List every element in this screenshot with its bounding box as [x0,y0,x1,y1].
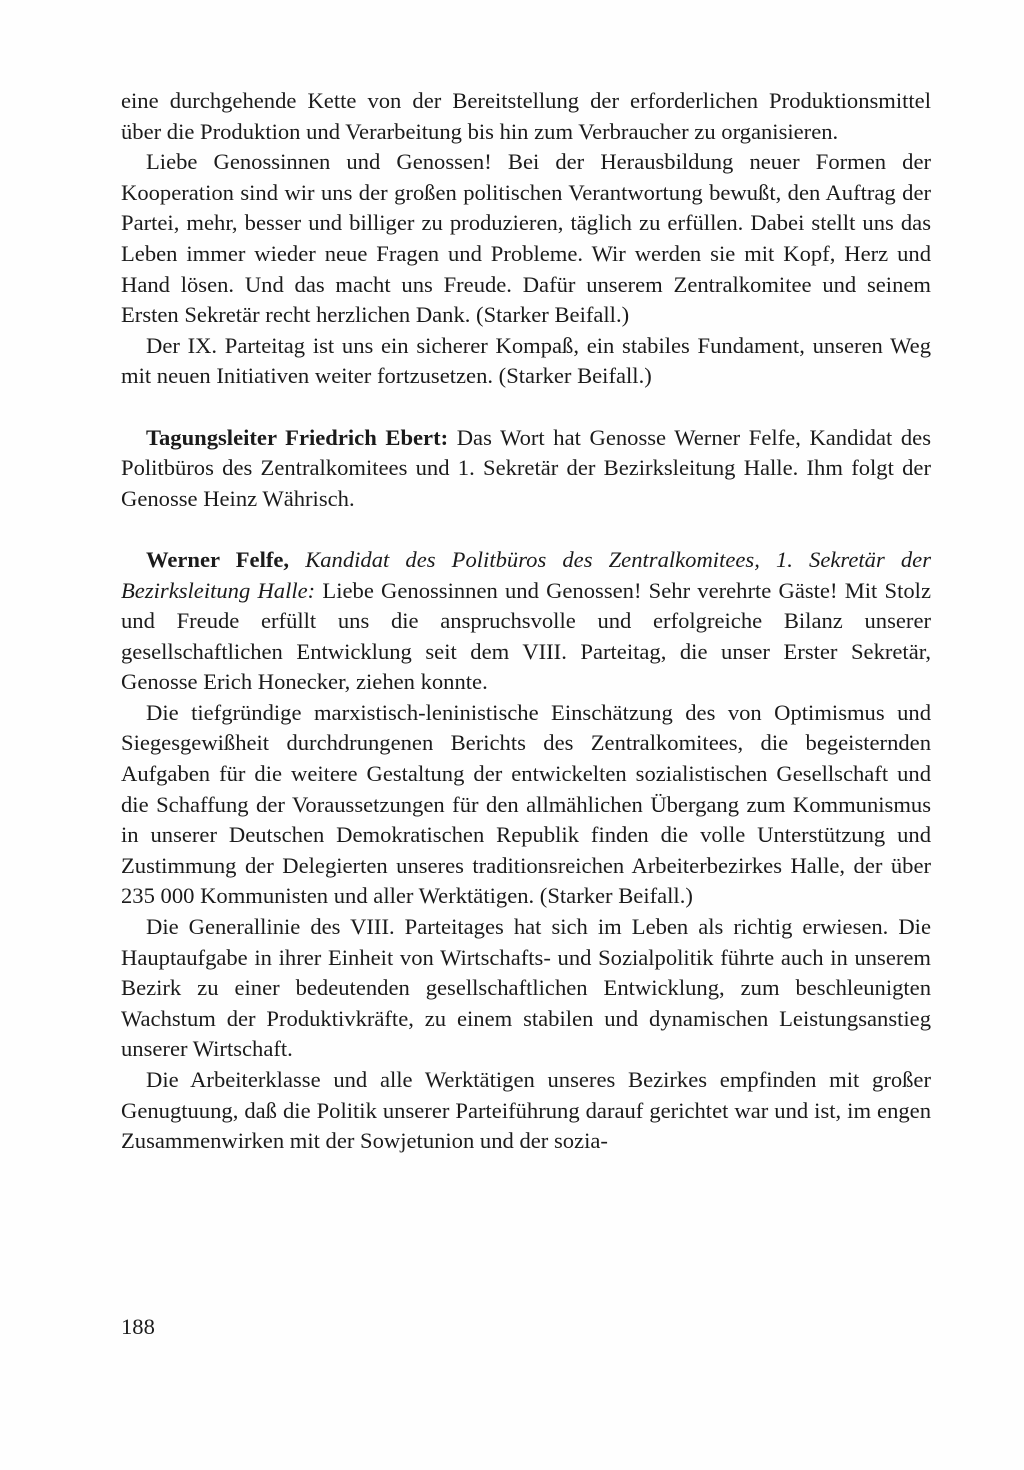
speech-speaker-name: Werner Felfe, [146,546,290,572]
paragraph-continuation: eine durchgehende Kette von der Bereitstellung der erforderlichen Produktionsmittel über die Produktion und Verarbeitung bis hin zum Verbraucher zu organisieren. [121,88,931,144]
body-text [121,86,931,1157]
speech-speaker-role: Kandidat des Politbüros des Zentralkomitees, 1. Sekretär der Bezirksleitung Halle: [121,546,932,603]
page-number: 188 [121,1314,155,1339]
paragraph-cooperation: Liebe Genossinnen und Genossen! Bei der Herausbildung neuer Formen der Kooperation sind wir uns der großen politischen Verantwortung bewußt, den Auftrag der Partei, mehr, besser und billiger zu produzieren, täglich zu erfüllen. Dabei stellt uns das Leben immer wieder neue Fragen und Probleme. Wir werden sie mit Kopf, Herz und Hand lösen. Und das macht uns Freude. Dafür unserem Zentralkomitee und seinem Ersten Sekretär recht herzlichen Dank. (Starker Beifall.) [121,149,931,328]
chair-announcement-text: Das Wort hat Genosse Werner Felfe, Kandidat des Politbüros des Zentralkomitees und 1. Sekretär der Bezirksleitung Halle. Ihm folgt der Genosse Heinz Währisch. [121,424,931,511]
speech-intro [121,545,931,698]
chair-announcement [121,423,931,515]
speech-intro-text: Liebe Genossinnen und Genossen! Sehr verehrte Gäste! Mit Stolz und Freude erfüllt uns die anspruchsvolle und erfolgreiche Bilanz unserer gesellschaftlichen Entwicklung seit dem VIII. Parteitag, die unser Erster Sekretär, Genosse Erich Honecker, ziehen konnte. [121,577,931,695]
speech-paragraph-assessment: Die tiefgründige marxistisch-leninistische Einschätzung des von Optimismus und Siegesgewißheit durchdrungenen Berichts des Zentralkomitees, die begeisternden Aufgaben für die weitere Gestaltung der entwickelten sozialistischen Gesellschaft und die Schaffung der Voraussetzungen für den allmählichen Übergang zum Kommunismus in unserer Deutschen Demokratischen Republik finden die volle Unterstützung und Zustimmung der Delegierten unseres traditionsreichen Arbeiterbezirkes Halle, der über 235 000 Kommunisten und aller Werktätigen. (Starker Beifall.) [121,699,931,909]
paragraph-compass: Der IX. Parteitag ist uns ein sicherer Kompaß, ein stabiles Fundament, unseren Weg mit neuen Initiativen weiter fortzusetzen. (Starker Beifall.) [121,332,931,389]
chair-speaker-name: Tagungsleiter Friedrich Ebert: [146,424,449,450]
speech-paragraph-working-class: Die Arbeiterklasse und alle Werktätigen unseres Bezirkes empfinden mit großer Genugtuung, daß die Politik unserer Parteiführung darauf gerichtet war und ist, im engen Zusammenwirken mit der Sowjetunion und der sozia- [121,1067,931,1154]
speech-paragraph-general-line: Die Generallinie des VIII. Parteitages hat sich im Leben als richtig erwiesen. Die Hauptaufgabe in ihrer Einheit von Wirtschafts- und Sozialpolitik führte auch in unserem Bezirk zu einer bedeutenden gesellschaftlichen Entwicklung, zum beschleunigten Wachstum der Produktivkräfte, zu einem stabilen und dynamischen Leistungsanstieg unserer Wirtschaft. [121,914,931,1062]
